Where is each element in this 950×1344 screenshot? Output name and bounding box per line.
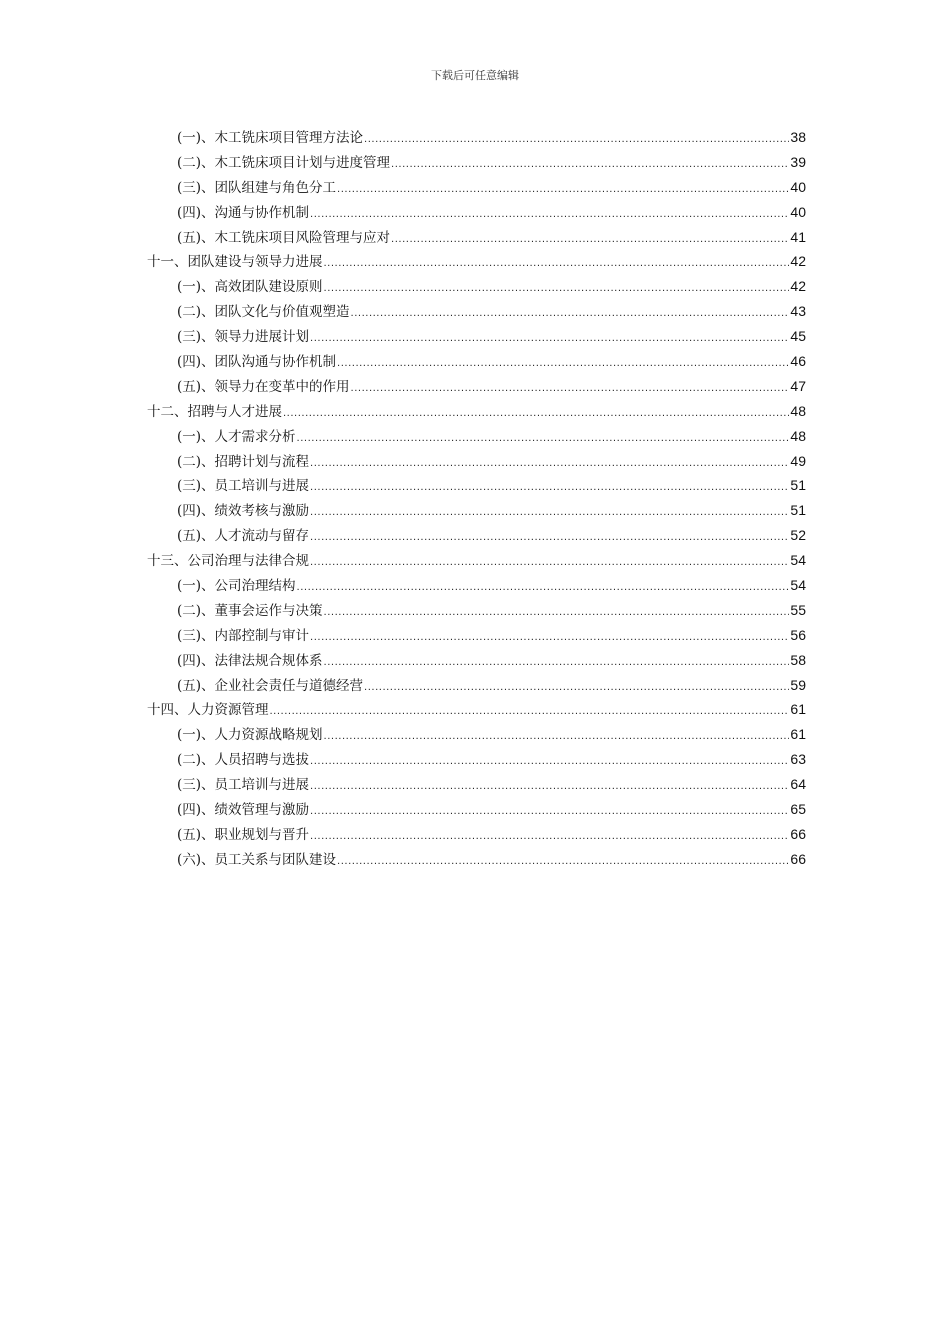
toc-section-entry[interactable] <box>147 623 806 648</box>
toc-section-entry[interactable] <box>147 449 806 474</box>
toc-entry-page-number: 41 <box>790 228 806 245</box>
toc-entry-page-number: 64 <box>790 776 806 793</box>
toc-entry-page-number: 47 <box>790 377 806 394</box>
toc-entry-page-number: 45 <box>790 328 806 345</box>
toc-dot-leader <box>324 725 790 750</box>
toc-dot-leader <box>391 228 789 253</box>
toc-entry-page-number: 40 <box>790 178 806 195</box>
toc-entry-page-number: 48 <box>790 427 806 444</box>
toc-entry-label: 十三、公司治理与法律合规 <box>147 553 309 570</box>
toc-entry-page-number: 58 <box>790 651 806 668</box>
toc-dot-leader <box>310 203 789 228</box>
toc-entry-page-number: 63 <box>790 751 806 768</box>
toc-chapter-entry[interactable] <box>147 697 806 722</box>
toc-entry-label: (四)、沟通与协作机制 <box>177 204 310 221</box>
toc-entry-label: (三)、团队组建与角色分工 <box>177 179 337 196</box>
toc-entry-label: (二)、招聘计划与流程 <box>177 453 310 470</box>
toc-entry-page-number: 54 <box>790 577 806 594</box>
toc-section-entry[interactable] <box>147 349 806 374</box>
toc-dot-leader <box>310 626 789 651</box>
toc-chapter-entry[interactable] <box>147 249 806 274</box>
toc-section-entry[interactable] <box>147 648 806 673</box>
toc-entry-page-number: 55 <box>790 601 806 618</box>
toc-entry-label: (四)、绩效管理与激励 <box>177 802 310 819</box>
toc-dot-leader <box>310 551 789 576</box>
toc-entry-label: (一)、公司治理结构 <box>177 578 296 595</box>
toc-dot-leader <box>283 402 789 427</box>
toc-entry-label: (三)、员工培训与进展 <box>177 777 310 794</box>
toc-dot-leader <box>310 825 789 850</box>
toc-dot-leader <box>337 850 789 875</box>
toc-dot-leader <box>310 526 789 551</box>
toc-dot-leader <box>324 252 790 277</box>
toc-section-entry[interactable] <box>147 747 806 772</box>
toc-entry-page-number: 66 <box>790 850 806 867</box>
toc-section-entry[interactable] <box>147 125 806 150</box>
toc-entry-label: (一)、高效团队建设原则 <box>177 279 323 296</box>
toc-entry-page-number: 65 <box>790 801 806 818</box>
toc-entry-page-number: 54 <box>790 552 806 569</box>
toc-entry-label: 十四、人力资源管理 <box>147 702 269 719</box>
page-header: 下载后可任意编辑 <box>431 69 519 82</box>
toc-section-entry[interactable] <box>147 225 806 250</box>
toc-chapter-entry[interactable] <box>147 548 806 573</box>
toc-section-entry[interactable] <box>147 274 806 299</box>
toc-dot-leader <box>297 576 790 601</box>
toc-dot-leader <box>310 800 789 825</box>
toc-entry-page-number: 51 <box>790 502 806 519</box>
toc-section-entry[interactable] <box>147 498 806 523</box>
toc-entry-page-number: 40 <box>790 203 806 220</box>
toc-section-entry[interactable] <box>147 299 806 324</box>
toc-section-entry[interactable] <box>147 374 806 399</box>
toc-entry-label: (三)、内部控制与审计 <box>177 627 310 644</box>
table-of-contents <box>147 125 806 872</box>
toc-entry-label: 十二、招聘与人才进展 <box>147 403 282 420</box>
toc-dot-leader <box>324 277 790 302</box>
toc-dot-leader <box>351 377 790 402</box>
toc-section-entry[interactable] <box>147 847 806 872</box>
toc-entry-label: (二)、木工铣床项目计划与进度管理 <box>177 154 391 171</box>
toc-entry-page-number: 66 <box>790 825 806 842</box>
toc-section-entry[interactable] <box>147 822 806 847</box>
toc-section-entry[interactable] <box>147 722 806 747</box>
toc-entry-page-number: 52 <box>790 527 806 544</box>
toc-entry-page-number: 43 <box>790 303 806 320</box>
toc-dot-leader <box>364 676 789 701</box>
toc-entry-page-number: 49 <box>790 452 806 469</box>
toc-dot-leader <box>310 452 789 477</box>
toc-dot-leader <box>310 476 789 501</box>
toc-dot-leader <box>337 178 789 203</box>
toc-dot-leader <box>391 153 789 178</box>
toc-entry-label: (四)、团队沟通与协作机制 <box>177 354 337 371</box>
toc-entry-page-number: 56 <box>790 626 806 643</box>
toc-section-entry[interactable] <box>147 573 806 598</box>
toc-entry-page-number: 59 <box>790 676 806 693</box>
toc-entry-page-number: 61 <box>790 701 806 718</box>
toc-dot-leader <box>297 427 790 452</box>
toc-entry-label: (三)、领导力进展计划 <box>177 329 310 346</box>
toc-section-entry[interactable] <box>147 424 806 449</box>
toc-dot-leader <box>324 601 790 626</box>
toc-section-entry[interactable] <box>147 175 806 200</box>
toc-entry-page-number: 51 <box>790 477 806 494</box>
toc-dot-leader <box>310 501 789 526</box>
toc-entry-label: (一)、人才需求分析 <box>177 428 296 445</box>
toc-dot-leader <box>337 352 789 377</box>
toc-section-entry[interactable] <box>147 324 806 349</box>
toc-section-entry[interactable] <box>147 523 806 548</box>
toc-dot-leader <box>364 128 789 153</box>
toc-dot-leader <box>310 775 789 800</box>
toc-entry-label: (一)、人力资源战略规划 <box>177 727 323 744</box>
toc-dot-leader <box>310 750 789 775</box>
toc-entry-page-number: 42 <box>790 278 806 295</box>
toc-section-entry[interactable] <box>147 200 806 225</box>
toc-entry-page-number: 39 <box>790 153 806 170</box>
toc-section-entry[interactable] <box>147 797 806 822</box>
toc-entry-label: (二)、人员招聘与选拔 <box>177 752 310 769</box>
toc-entry-label: (三)、员工培训与进展 <box>177 478 310 495</box>
toc-dot-leader <box>324 651 790 676</box>
toc-entry-page-number: 46 <box>790 353 806 370</box>
toc-entry-label: (四)、绩效考核与激励 <box>177 503 310 520</box>
toc-section-entry[interactable] <box>147 673 806 698</box>
toc-entry-page-number: 42 <box>790 253 806 270</box>
toc-entry-page-number: 48 <box>790 402 806 419</box>
toc-dot-leader <box>351 302 790 327</box>
toc-dot-leader <box>270 700 790 725</box>
toc-section-entry[interactable] <box>147 772 806 797</box>
toc-entry-label: 十一、团队建设与领导力进展 <box>147 254 323 271</box>
toc-section-entry[interactable] <box>147 150 806 175</box>
toc-entry-label: (五)、人才流动与留存 <box>177 528 310 545</box>
toc-chapter-entry[interactable] <box>147 399 806 424</box>
toc-entry-label: (二)、团队文化与价值观塑造 <box>177 304 350 321</box>
toc-entry-label: (五)、领导力在变革中的作用 <box>177 378 350 395</box>
toc-section-entry[interactable] <box>147 598 806 623</box>
toc-entry-label: (四)、法律法规合规体系 <box>177 652 323 669</box>
toc-entry-label: (一)、木工铣床项目管理方法论 <box>177 130 364 146</box>
toc-dot-leader <box>310 327 789 352</box>
toc-entry-page-number: 61 <box>790 726 806 743</box>
toc-entry-page-number: 38 <box>790 129 806 145</box>
toc-entry-label: (五)、企业社会责任与道德经营 <box>177 677 364 694</box>
toc-section-entry[interactable] <box>147 473 806 498</box>
toc-entry-label: (五)、职业规划与晋升 <box>177 826 310 843</box>
toc-entry-label: (六)、员工关系与团队建设 <box>177 851 337 868</box>
toc-entry-label: (五)、木工铣床项目风险管理与应对 <box>177 229 391 246</box>
toc-entry-label: (二)、董事会运作与决策 <box>177 602 323 619</box>
